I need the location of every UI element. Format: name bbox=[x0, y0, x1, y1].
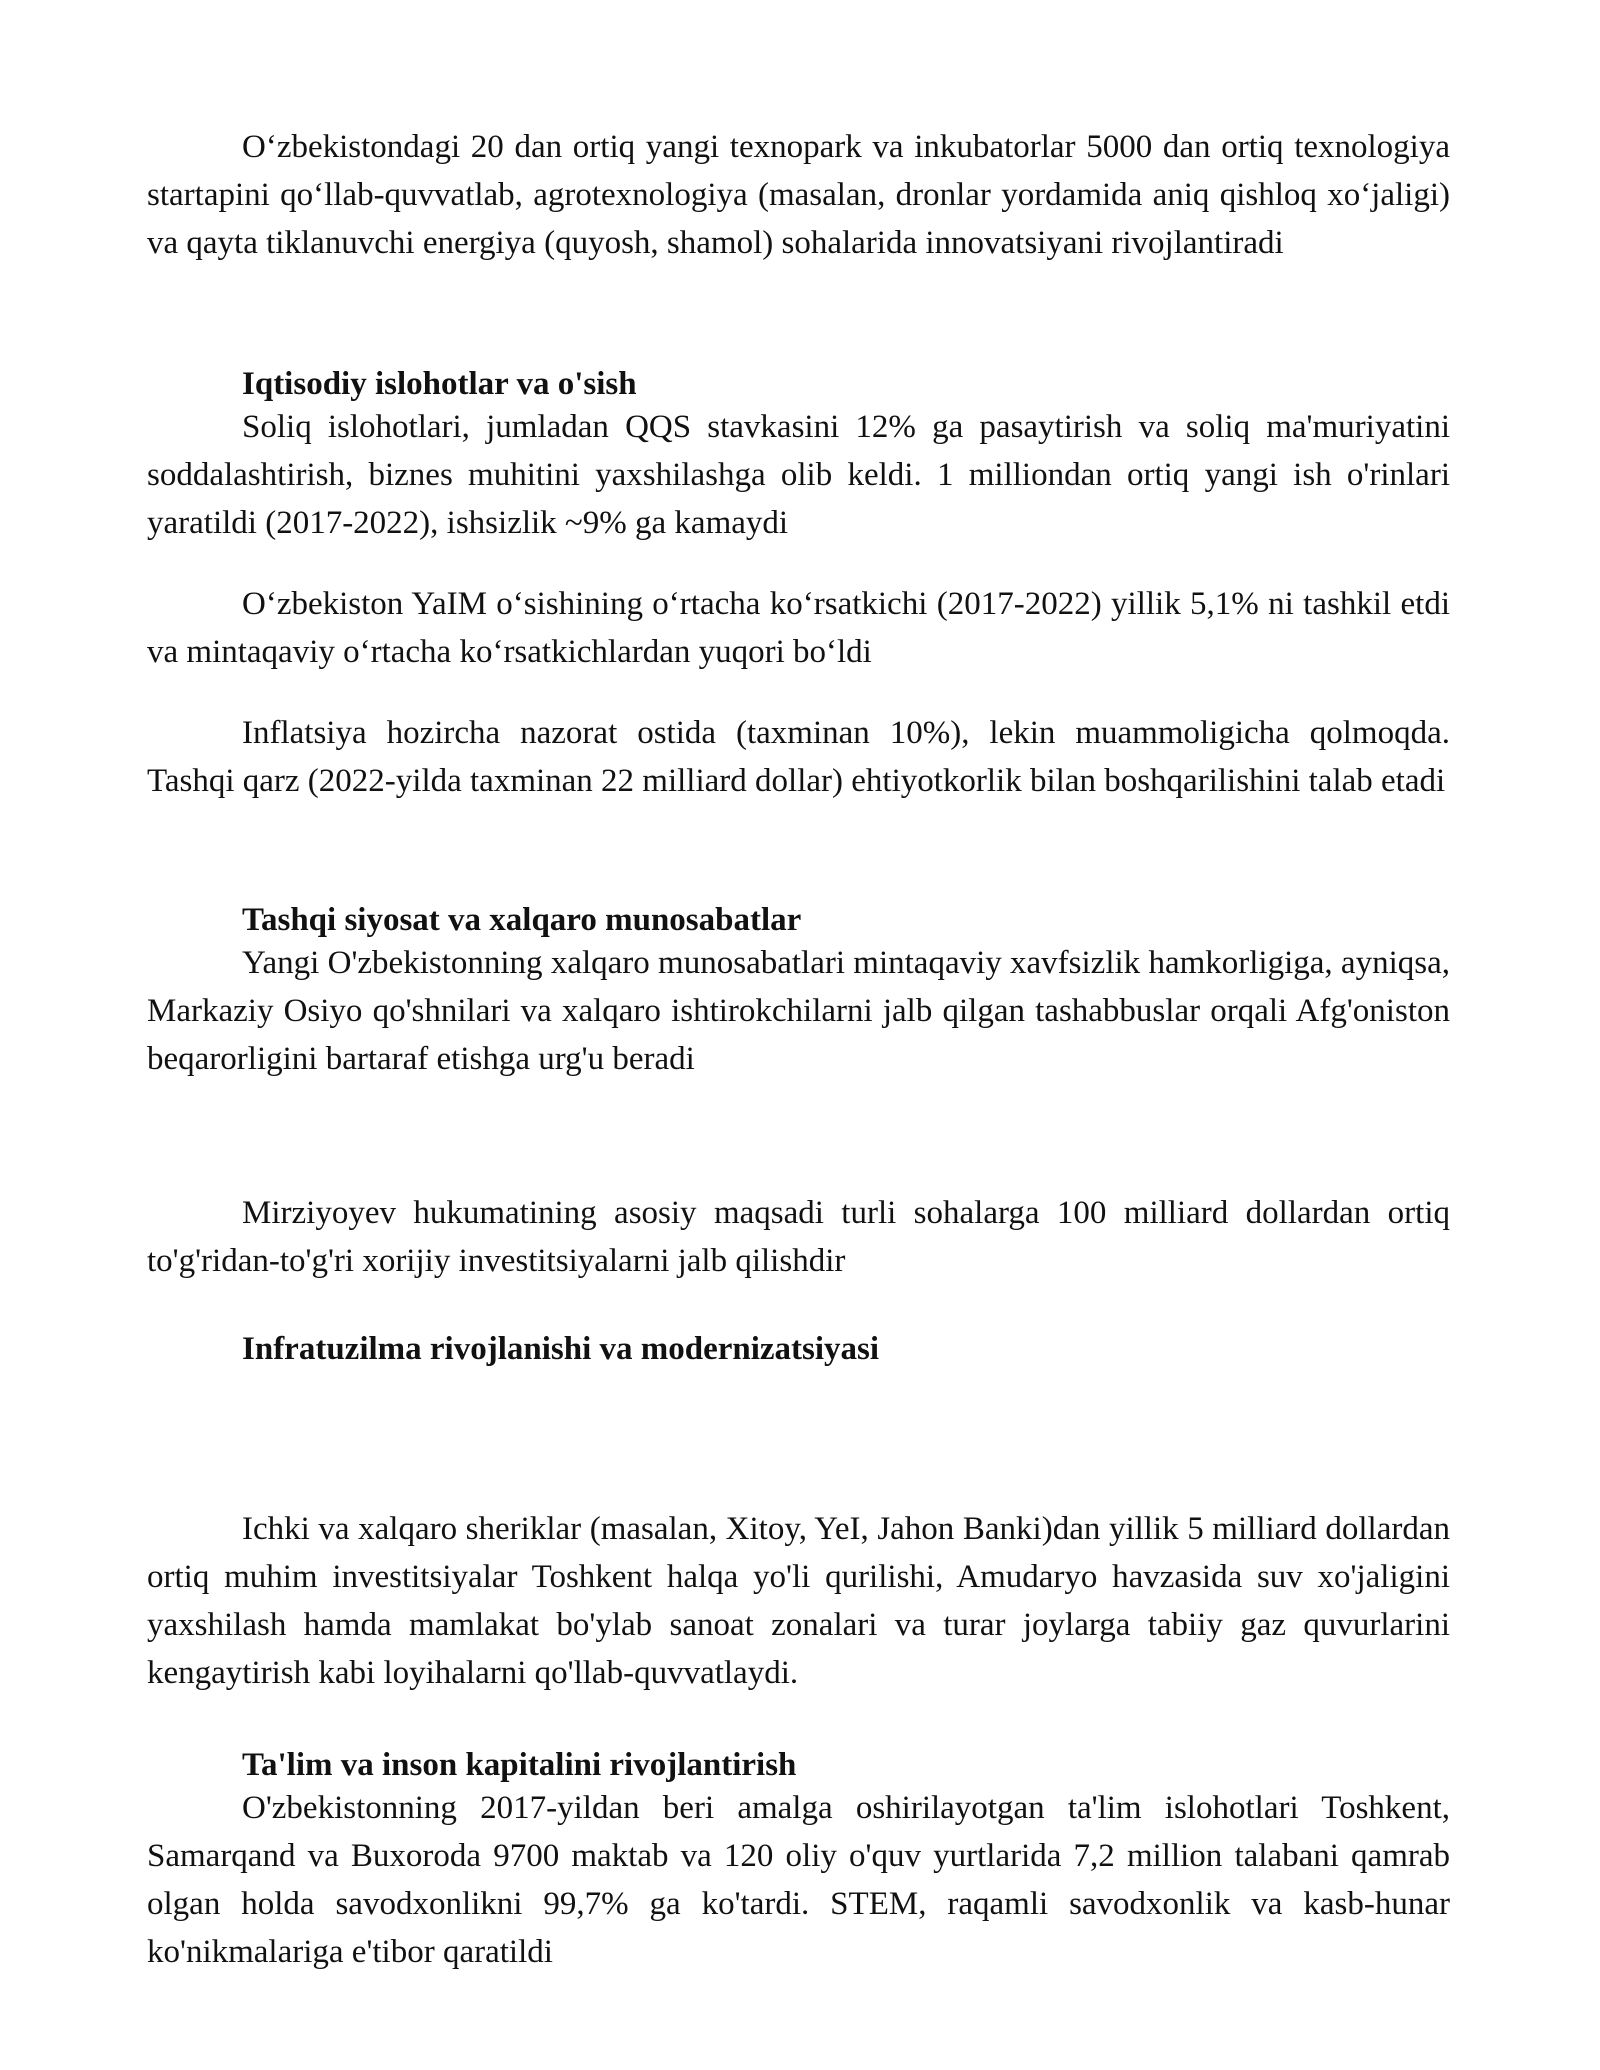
paragraph-investment-goal: Mirziyoyev hukumatining asosiy maqsadi turli sohalarga 100 milliard dollardan ortiq to'g'ridan-to'g'ri xorijiy investitsiyalarni jalb qilishdir bbox=[147, 1195, 1450, 1279]
paragraph-international-relations: Yangi O'zbekistonning xalqaro munosabatlari mintaqaviy xavfsizlik hamkorligiga, ayniqsa, Markaziy Osiyo qo'shnilari va xalqaro ishtirokchilarni jalb qilgan tashabbuslar orqali Afg'oniston beqarorligini bartaraf etishga urg'u beradi bbox=[147, 945, 1450, 1077]
paragraph-technoparks: O‘zbekistondagi 20 dan ortiq yangi texnopark va inkubatorlar 5000 dan ortiq texnologiya startapini qo‘llab-quvvatlab, agrotexnologiya (masalan, dronlar yordamida aniq qishloq xo‘jaligi) va qayta tiklanuvchi energiya (quyosh, shamol) sohalarida innovatsiyani rivojlantiradi bbox=[147, 129, 1450, 261]
paragraph-tax-reforms: Soliq islohotlari, jumladan QQS stavkasini 12% ga pasaytirish va soliq ma'muriyatini soddalashtirish, biznes muhitini yaxshilashga olib keldi. 1 milliondan ortiq yangi ish o'rinlari yaratildi (2017-2022), ishsizlik ~9% ga kamaydi bbox=[147, 409, 1450, 541]
heading-foreign-policy: Tashqi siyosat va xalqaro munosabatlar bbox=[242, 902, 802, 938]
heading-infrastructure: Infratuzilma rivojlanishi va modernizatsiyasi bbox=[242, 1331, 880, 1367]
paragraph-infrastructure-investment: Ichki va xalqaro sheriklar (masalan, Xitoy, YeI, Jahon Banki)dan yillik 5 milliard dollardan ortiq muhim investitsiyalar Toshkent halqa yo'li qurilishi, Amudaryo havzasida suv xo'jaligini yaxshilash hamda mamlakat bo'ylab sanoat zonalari va turar joylarga tabiiy gaz quvurlarini kengaytirish kabi loyihalarni qo'llab-quvvatlaydi. bbox=[147, 1511, 1450, 1691]
heading-economic-reforms: Iqtisodiy islohotlar va o'sish bbox=[242, 366, 637, 402]
paragraph-inflation: Inflatsiya hozircha nazorat ostida (taxminan 10%), lekin muammoligicha qolmoqda. Tashqi qarz (2022-yilda taxminan 22 milliard dollar) ehtiyotkorlik bilan boshqarilishini talab etadi bbox=[147, 715, 1450, 799]
paragraph-gdp-growth: O‘zbekiston YaIM o‘sishining o‘rtacha ko‘rsatkichi (2017-2022) yillik 5,1% ni tashkil etdi va mintaqaviy o‘rtacha ko‘rsatkichlardan yuqori bo‘ldi bbox=[147, 586, 1450, 670]
paragraph-education-reforms: O'zbekistonning 2017-yildan beri amalga oshirilayotgan ta'lim islohotlari Toshkent, Samarqand va Buxoroda 9700 maktab va 120 oliy o'quv yurtlarida 7,2 million talabani qamrab olgan holda savodxonlikni 99,7% ga ko'tardi. STEM, raqamli savodxonlik va kasb-hunar ko'nikmalariga e'tibor qaratildi bbox=[147, 1790, 1450, 1970]
heading-education: Ta'lim va inson kapitalini rivojlantirish bbox=[242, 1747, 797, 1783]
